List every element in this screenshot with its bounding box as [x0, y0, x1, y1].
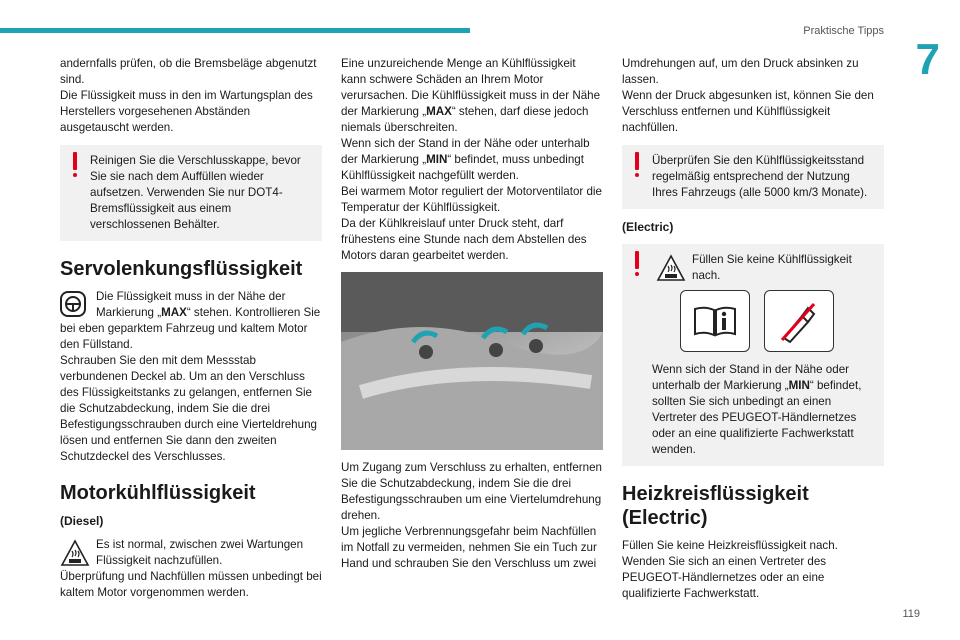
subheading-diesel: (Diesel) — [60, 514, 104, 528]
paragraph: Wenn sich der Stand in der Nähe oder unterhalb der Markierung „MIN“ befindet, muss unbedingt Kühlflüssigkeit nachgefüllt werden. — [341, 137, 590, 182]
paragraph: Füllen Sie keine Heizkreisflüssigkeit nach. — [622, 539, 838, 552]
heading-engine-coolant: Motorkühlflüssigkeit — [60, 482, 256, 504]
warning-box — [622, 244, 884, 466]
paragraph: Die Flüssigkeit muss in der Nähe der Markierung „MAX“ stehen. Kontrollieren Sie bei eben geparktem Fahrzeug und kaltem Motor den Füllstand. — [60, 290, 321, 351]
engine-compartment-image — [341, 272, 603, 450]
warning-box — [622, 145, 884, 209]
heading-heating-fluid: Heizkreisflüssigkeit (Electric) — [622, 483, 809, 529]
warning-text: Wenn sich der Stand in der Nähe oder unterhalb der Markierung „MIN“ befindet, sollten Sie sich unbedingt an einen Vertreter des PEUGEOT-Händlernetzes oder an eine qualifizierte Fachwerkstatt wenden. — [652, 363, 862, 456]
warning-text: Füllen Sie keine Kühlflüssigkeit nach. — [692, 253, 852, 282]
warning-icon — [634, 251, 640, 277]
paragraph: Bei warmem Motor reguliert der Motorventilator die Temperatur der Kühlflüssigkeit. — [341, 185, 602, 214]
header-accent-bar — [0, 28, 470, 33]
steering-wheel-icon — [60, 291, 90, 319]
warning-text: Überprüfen Sie den Kühlflüssigkeitsstand regelmäßig entsprechend der Nutzung Ihres Fahrzeugs (alle 5000 km/3 Monate). — [652, 154, 868, 199]
paragraph: Umdrehungen auf, um den Druck absinken zu lassen. — [622, 57, 859, 86]
heading-power-steering: Servolenkungsflüssigkeit — [60, 258, 303, 280]
icon-row — [680, 290, 876, 352]
paragraph: andernfalls prüfen, ob die Bremsbeläge abgenutzt sind. — [60, 57, 317, 86]
warning-box — [60, 145, 322, 241]
paragraph: Schrauben Sie den mit dem Messstab verbundenen Deckel ab. Um an den Verschluss des Flüssigkeitstanks zu gelangen, entfernen Sie die Schutzabdeckung, indem Sie die drei Befestigungsschrauben durch eine Vierteldrehung lösen und entfernen Sie dann den zweiten Schutzdeckel des Verschlusses. — [60, 354, 317, 463]
no-refill-icon — [764, 290, 834, 352]
warning-icon — [72, 152, 78, 178]
paragraph: Die Flüssigkeit muss in den im Wartungsplan des Herstellers vorgesehenen Abständen ausgetauscht werden. — [60, 89, 313, 134]
hot-warning-icon — [60, 539, 90, 567]
paragraph: Wenden Sie sich an einen Vertreter des PEUGEOT-Händlernetzes oder an eine qualifizierte Fachwerkstatt. — [622, 555, 827, 600]
paragraph: Eine unzureichende Menge an Kühlflüssigkeit kann schwere Schäden an Ihrem Motor verursachen. Die Kühlflüssigkeit muss in der Nähe der Markierung „MAX“ stehen, darf diese jedoch niemals überschreiten. — [341, 57, 601, 134]
paragraph: Um Zugang zum Verschluss zu erhalten, entfernen Sie die Schutzabdeckung, indem Sie die drei Befestigungsschrauben um eine Viertelumdrehung drehen. — [341, 461, 602, 522]
paragraph: Es ist normal, zwischen zwei Wartungen Flüssigkeit nachzufüllen. — [96, 538, 304, 567]
column-2 — [341, 56, 603, 572]
column-1 — [60, 56, 322, 601]
warning-icon — [634, 152, 640, 178]
paragraph: Wenn der Druck abgesunken ist, können Sie den Verschluss entfernen und Kühlflüssigkeit nachfüllen. — [622, 89, 874, 134]
hot-warning-icon — [656, 254, 686, 282]
section-title: Praktische Tipps — [803, 25, 884, 37]
warning-text: Reinigen Sie die Verschlusskappe, bevor Sie sie nach dem Auffüllen wieder aufsetzen. Verwenden Sie nur DOT4-Bremsflüssigkeit aus einem verschlossenen Behälter. — [90, 154, 301, 231]
manual-icon — [680, 290, 750, 352]
chapter-number: 7 — [915, 35, 940, 84]
column-3 — [622, 56, 884, 602]
paragraph: Um jegliche Verbrennungsgefahr beim Nachfüllen im Notfall zu vermeiden, nehmen Sie ein Tuch zur Hand und schrauben Sie den Verschluss um zwei — [341, 525, 597, 570]
page-number: 119 — [902, 608, 920, 620]
paragraph: Da der Kühlkreislauf unter Druck steht, darf frühestens eine Stunde nach dem Abstellen des Motors daran gearbeitet werden. — [341, 217, 587, 262]
paragraph: Überprüfung und Nachfüllen müssen unbedingt bei kaltem Motor vorgenommen werden. — [60, 570, 322, 599]
subheading-electric: (Electric) — [622, 220, 674, 234]
